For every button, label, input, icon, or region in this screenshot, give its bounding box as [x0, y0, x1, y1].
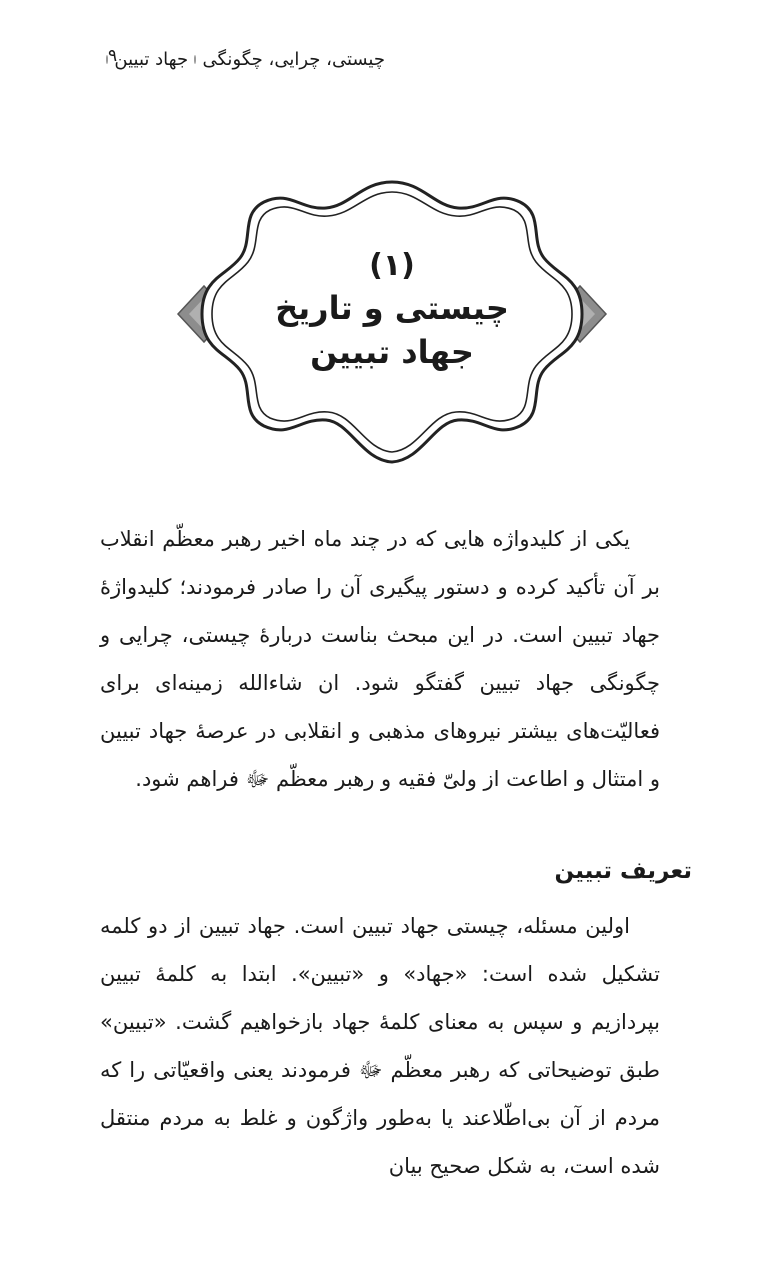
chapter-frame: [172, 168, 612, 478]
body-paragraph-2: اولین مسئله، چیستی جهاد تبیین است. جهاد تبیین از دو کلمه تشکیل شده است: «جهاد» و «تبیین». ابتدا به کلمهٔ تبیین بپردازیم و سپس به معنای کلمهٔ جهاد بازخواهیم گشت. «تبیین» طبق توضیحاتی که رهبر معظّم ﷻ فرمودند یعنی واقعیّاتی را که مردم از آن بی‌اطّلاعند یا به‌طور واژگون و غلط به مردم منتقل شده است، به شکل صحیح بیان: [100, 914, 660, 1178]
section-heading: تعریف تبیین: [554, 858, 692, 884]
chapter-title-line-1: چیستی و تاریخ: [275, 289, 509, 327]
running-title-part1: چیستی، چرایی، چگونگی: [202, 48, 385, 70]
chapter-titles: [252, 246, 532, 374]
running-header: [100, 44, 385, 74]
chapter-number: (۱): [369, 248, 415, 283]
body-paragraph-1: یکی از کلیدواژه هایی که در چند ماه اخیر رهبر معظّم انقلاب بر آن تأکید کرده و دستور پیگیری آن را صادر فرمودند؛ کلیدواژهٔ جهاد تبیین است. در این مبحث بناست دربارهٔ چیستی، چرایی و چگونگی جهاد تبیین گفتگو شود. ان شاءالله زمینه‌ای برای فعالیّت‌های بیشتر نیروهای مذهبی و انقلابی در عرصهٔ جهاد تبیین و امتثال و اطاعت از ولیّ فقیه و رهبر معظّم ﷻ فراهم شود.: [100, 527, 660, 791]
running-title-part2: جهاد تبیین: [114, 48, 189, 70]
page-number: ۹: [108, 46, 118, 66]
separator-dot-icon: [194, 55, 196, 64]
chapter-title-line-2: جهاد تبیین: [310, 333, 474, 371]
